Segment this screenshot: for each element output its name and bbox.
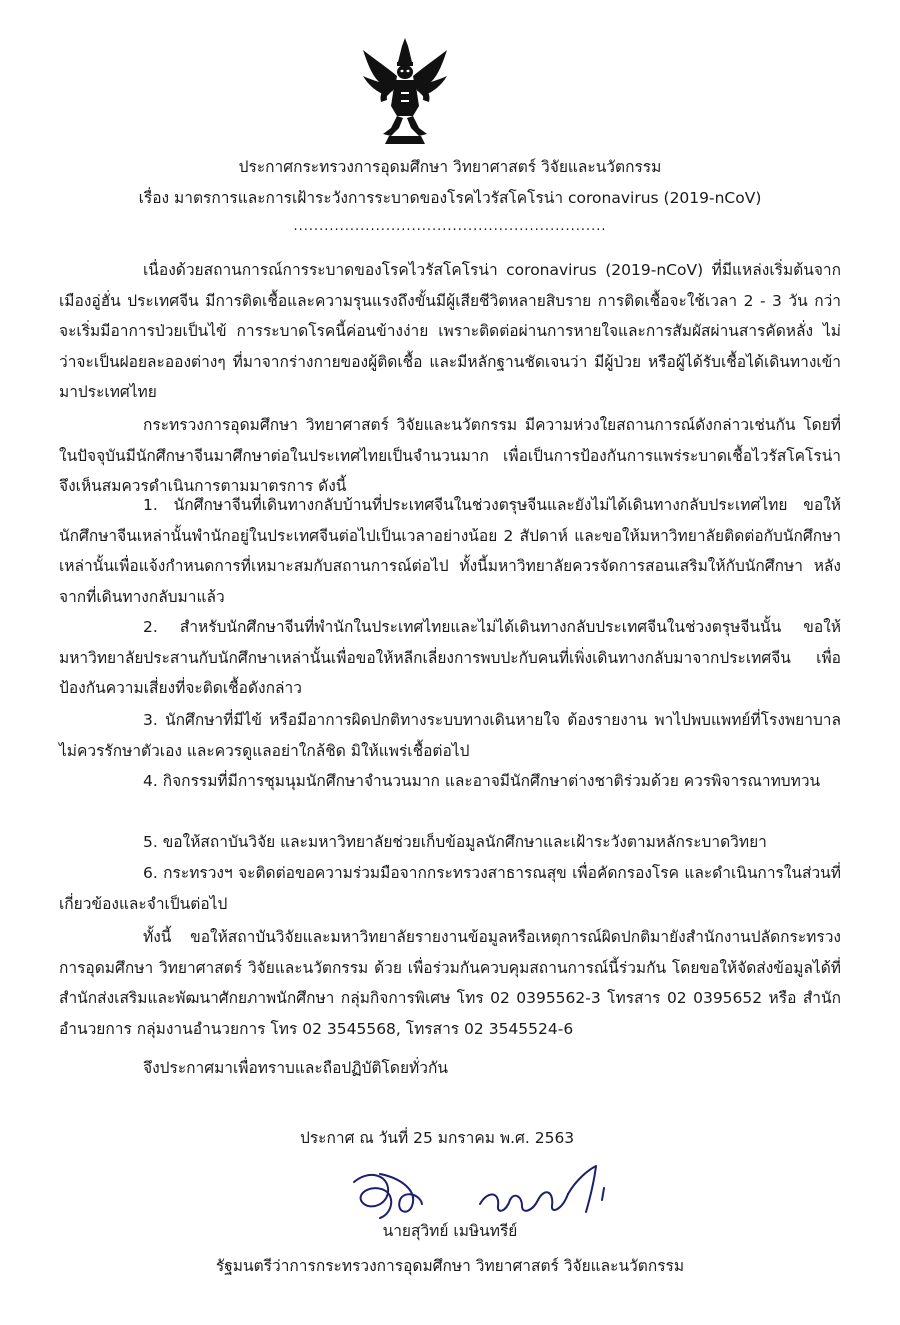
closing-paragraph	[59, 1053, 841, 1084]
list-item: 3. นักศึกษาที่มีไข้ หรือมีอาการผิดปกติทางระบบทางเดินหายใจ ต้องรายงาน พาไปพบแพทย์ที่โรงพยาบาล ไม่ควรรักษาตัวเอง และควรดูแลอย่าใกล้ชิด มิให้แพร่เชื้อต่อไป	[59, 711, 841, 760]
announcement-title: ประกาศกระทรวงการอุดมศึกษา วิทยาศาสตร์ วิจัยและนวัตกรรม	[238, 158, 662, 176]
paragraph-text: เนื่องด้วยสถานการณ์การระบาดของโรคไวรัสโคโรน่า coronavirus (2019-nCoV) ที่มีแหล่งเริ่มต้นจากเมืองอู่ฮั่น ประเทศจีน มีการติดเชื้อและความรุนแรงถึงขั้นมีผู้เสียชีวิตหลายสิบราย การติดเชื้อจะใช้เวลา 2 - 3 วัน กว่าจะเริ่มมีอาการป่วยเป็นไข้ การระบาดโรคนี้ค่อนข้างง่าย เพราะติดต่อผ่านการหายใจและการสัมผัสผ่านสารคัดหลั่ง ไม่ว่าจะเป็นฝอยละอองต่างๆ ที่มาจากร่างกายของผู้ติดเชื้อ และมีหลักฐานชัดเจนว่า มีผู้ป่วย หรือผู้ได้รับเชื้อได้เดินทางเข้ามาประเทศไทย	[59, 261, 841, 402]
list-item: 6. กระทรวงฯ จะติดต่อขอความร่วมมือจากกระทรวงสาธารณสุข เพื่อคัดกรองโรค และดำเนินการในส่วนที่เกี่ยวข้องและจำเป็นต่อไป	[59, 864, 841, 913]
measure-item-4	[59, 766, 841, 797]
measure-item-1	[59, 490, 841, 612]
contact-paragraph	[59, 922, 841, 1044]
measure-item-5	[59, 827, 841, 858]
concern-paragraph	[59, 410, 841, 502]
paragraph-text: จึงประกาศมาเพื่อทราบและถือปฏิบัติโดยทั่วกัน	[143, 1059, 448, 1077]
announcement-subject: เรื่อง มาตรการและการเฝ้าระวังการระบาดของโรคไวรัสโคโรน่า coronavirus (2019-nCoV)	[138, 189, 762, 207]
intro-paragraph	[59, 255, 841, 408]
title-separator: .............................................................	[293, 219, 607, 234]
list-item: 5. ขอให้สถาบันวิจัย และมหาวิทยาลัยช่วยเก็บข้อมูลนักศึกษาและเฝ้าระวังตามหลักระบาดวิทยา	[143, 833, 767, 851]
list-item: 4. กิจกรรมที่มีการชุมนุมนักศึกษาจำนวนมาก และอาจมีนักศึกษาต่างชาติร่วมด้วย ควรพิจารณาทบทวน	[143, 772, 821, 790]
measure-item-2	[59, 612, 841, 704]
paragraph-text: ทั้งนี้ ขอให้สถาบันวิจัยและมหาวิทยาลัยรายงานข้อมูลหรือเหตุการณ์ผิดปกติมายังสำนักงานปลัดกระทรวงการอุดมศึกษา วิทยาศาสตร์ วิจัยและนวัตกรรม ด้วย เพื่อร่วมกันควบคุมสถานการณ์นี้ร่วมกัน โดยขอให้จัดส่งข้อมูลได้ที่ สำนักส่งเสริมและพัฒนาศักยภาพนักศึกษา กลุ่มกิจการพิเศษ โทร 02 0395562-3 โทรสาร 02 0395652 หรือ สำนักอำนวยการ กลุ่มงานอำนวยการ โทร 02 3545568, โทรสาร 02 3545524-6	[59, 928, 841, 1038]
paragraph-text: กระทรวงการอุดมศึกษา วิทยาศาสตร์ วิจัยและนวัตกรรม มีความห่วงใยสถานการณ์ดังกล่าวเช่นกัน โดยที่ในปัจจุบันมีนักศึกษาจีนมาศึกษาต่อในประเทศไทยเป็นจำนวนมาก เพื่อเป็นการป้องกันการแพร่ระบาดเชื้อไวรัสโคโรน่า จึงเห็นสมควรดำเนินการตามมาตรการ ดังนี้	[59, 416, 841, 496]
list-item: 2. สำหรับนักศึกษาจีนที่พำนักในประเทศไทยและไม่ได้เดินทางกลับประเทศจีนในช่วงตรุษจีนนั้น ขอให้มหาวิทยาลัยประสานกับนักศึกษาเหล่านั้นเพื่อขอให้หลีกเลี่ยงการพบปะกับคนที่เพิ่งเดินทางกลับมาจากประเทศจีน เพื่อป้องกันความเสี่ยงที่จะติดเชื้อดังกล่าว	[59, 618, 841, 698]
announcement-date: ประกาศ ณ วันที่ 25 มกราคม พ.ศ. 2563	[300, 1129, 575, 1147]
list-item: 1. นักศึกษาจีนที่เดินทางกลับบ้านที่ประเทศจีนในช่วงตรุษจีนและยังไม่ได้เดินทางกลับประเทศไทย ขอให้นักศึกษาจีนเหล่านั้นพำนักอยู่ในประเทศจีนต่อไปเป็นเวลาอย่างน้อย 2 สัปดาห์ และขอให้มหาวิทยาลัยติดต่อกับนักศึกษาเหล่านั้นเพื่อแจ้งกำหนดการที่เหมาะสมกับสถานการณ์ต่อไป ทั้งนี้มหาวิทยาลัยควรจัดการสอนเสริมให้กับนักศึกษา หลังจากที่เดินทางกลับมาแล้ว	[59, 496, 841, 606]
measure-item-3	[59, 705, 841, 766]
garuda-emblem-icon	[361, 36, 449, 146]
measure-item-6	[59, 858, 841, 919]
signatory-position: รัฐมนตรีว่าการกระทรวงการอุดมศึกษา วิทยาศาสตร์ วิจัยและนวัตกรรม	[215, 1257, 685, 1275]
signatory-name: นายสุวิทย์ เมษินทรีย์	[382, 1222, 518, 1240]
